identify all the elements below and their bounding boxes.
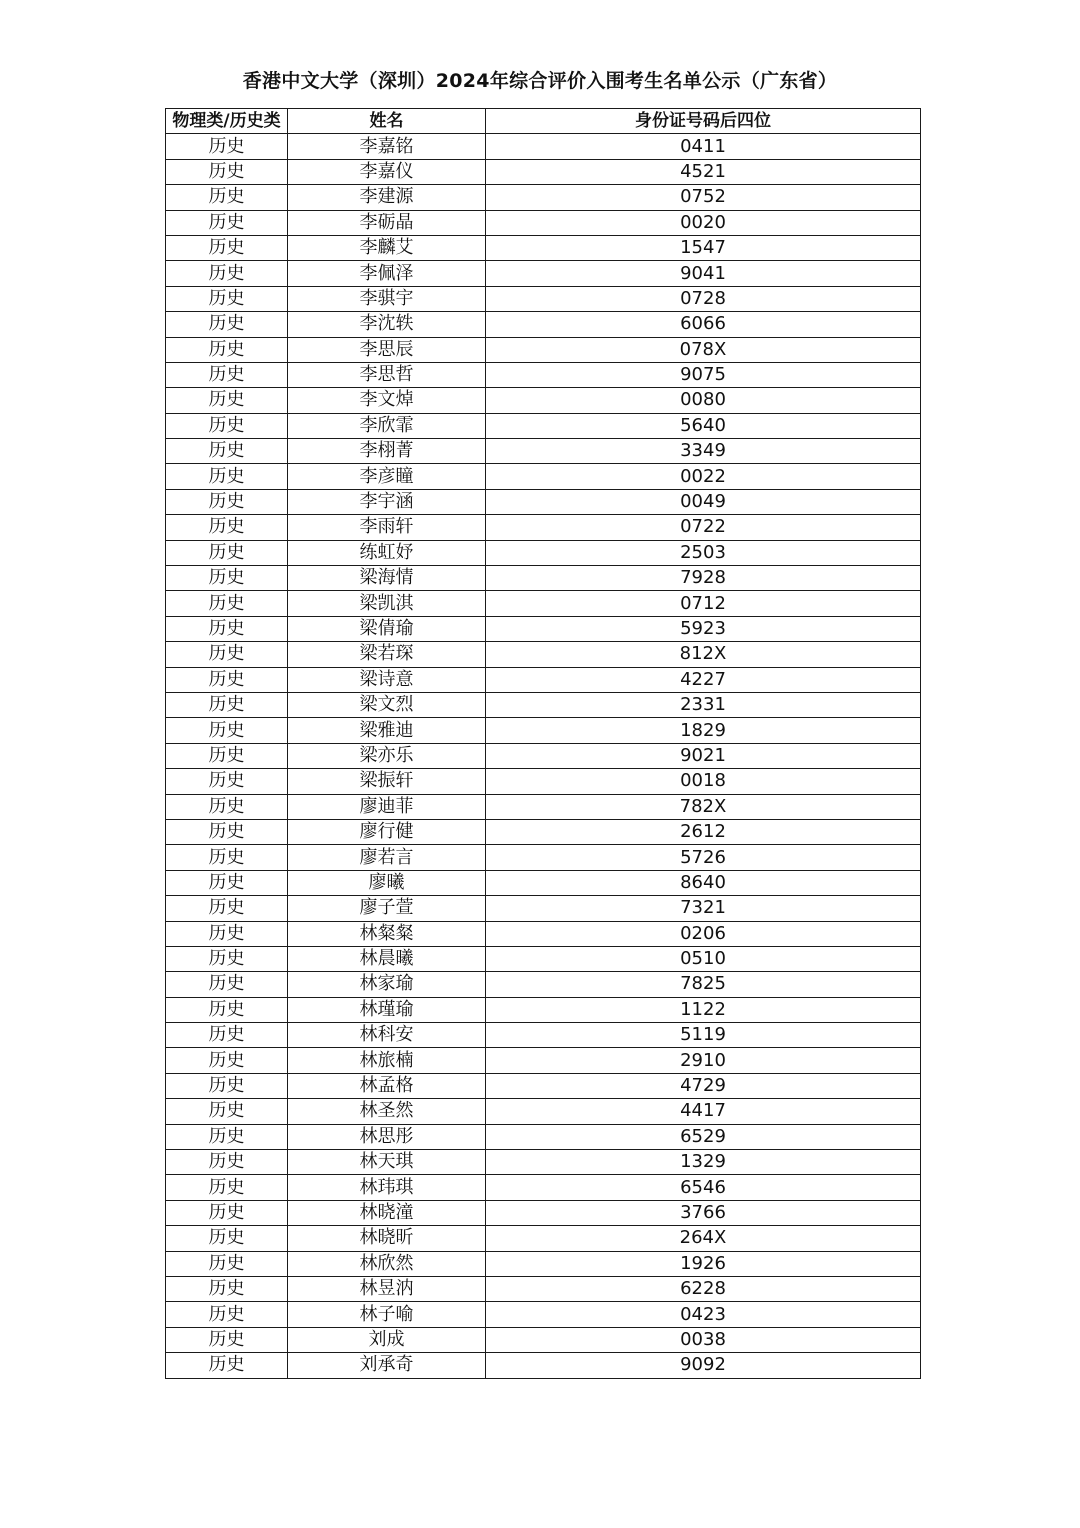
cell-name: 李沈轶 xyxy=(288,312,486,337)
cell-id-last4: 6529 xyxy=(486,1124,921,1149)
table-row xyxy=(166,337,921,362)
cell-category: 历史 xyxy=(166,997,288,1022)
cell-id-last4: 0411 xyxy=(486,134,921,159)
cell-name: 梁雅迪 xyxy=(288,718,486,743)
table-row xyxy=(166,1200,921,1225)
cell-id-last4: 0728 xyxy=(486,286,921,311)
cell-category: 历史 xyxy=(166,1073,288,1098)
cell-id-last4: 9021 xyxy=(486,743,921,768)
cell-id-last4: 5640 xyxy=(486,413,921,438)
table-row xyxy=(166,896,921,921)
cell-name: 李文焯 xyxy=(288,388,486,413)
cell-category: 历史 xyxy=(166,312,288,337)
table-row xyxy=(166,134,921,159)
table-row xyxy=(166,1327,921,1352)
cell-category: 历史 xyxy=(166,286,288,311)
cell-category: 历史 xyxy=(166,261,288,286)
cell-category: 历史 xyxy=(166,972,288,997)
table-row xyxy=(166,159,921,184)
cell-id-last4: 0206 xyxy=(486,921,921,946)
table-row xyxy=(166,489,921,514)
table-row xyxy=(166,692,921,717)
table-row xyxy=(166,286,921,311)
cell-category: 历史 xyxy=(166,616,288,641)
table-row xyxy=(166,362,921,387)
cell-id-last4: 0038 xyxy=(486,1327,921,1352)
table-row xyxy=(166,1175,921,1200)
cell-category: 历史 xyxy=(166,1099,288,1124)
cell-id-last4: 0423 xyxy=(486,1302,921,1327)
cell-name: 李欣霏 xyxy=(288,413,486,438)
cell-category: 历史 xyxy=(166,1023,288,1048)
cell-id-last4: 264X xyxy=(486,1226,921,1251)
cell-name: 李佩泽 xyxy=(288,261,486,286)
cell-id-last4: 812X xyxy=(486,642,921,667)
cell-id-last4: 9075 xyxy=(486,362,921,387)
cell-category: 历史 xyxy=(166,185,288,210)
cell-id-last4: 2503 xyxy=(486,540,921,565)
cell-id-last4: 4729 xyxy=(486,1073,921,1098)
table-row xyxy=(166,667,921,692)
cell-name: 林旅楠 xyxy=(288,1048,486,1073)
cell-category: 历史 xyxy=(166,845,288,870)
cell-name: 李宇涵 xyxy=(288,489,486,514)
cell-category: 历史 xyxy=(166,210,288,235)
cell-category: 历史 xyxy=(166,1124,288,1149)
cell-name: 李嘉铭 xyxy=(288,134,486,159)
cell-name: 林昱汭 xyxy=(288,1276,486,1301)
cell-id-last4: 3349 xyxy=(486,439,921,464)
table-row xyxy=(166,946,921,971)
table-row xyxy=(166,388,921,413)
cell-id-last4: 8640 xyxy=(486,870,921,895)
cell-name: 李栩菁 xyxy=(288,439,486,464)
header-name: 姓名 xyxy=(288,109,486,134)
cell-category: 历史 xyxy=(166,946,288,971)
table-row xyxy=(166,439,921,464)
cell-id-last4: 2331 xyxy=(486,692,921,717)
cell-name: 李彦瞳 xyxy=(288,464,486,489)
table-row xyxy=(166,235,921,260)
cell-name: 林思彤 xyxy=(288,1124,486,1149)
cell-category: 历史 xyxy=(166,1175,288,1200)
cell-id-last4: 0752 xyxy=(486,185,921,210)
cell-name: 林瑾瑜 xyxy=(288,997,486,1022)
cell-id-last4: 1547 xyxy=(486,235,921,260)
cell-category: 历史 xyxy=(166,692,288,717)
cell-name: 林圣然 xyxy=(288,1099,486,1124)
cell-id-last4: 6546 xyxy=(486,1175,921,1200)
table-row xyxy=(166,413,921,438)
cell-category: 历史 xyxy=(166,819,288,844)
cell-category: 历史 xyxy=(166,1251,288,1276)
cell-id-last4: 0080 xyxy=(486,388,921,413)
cell-category: 历史 xyxy=(166,1226,288,1251)
cell-id-last4: 9092 xyxy=(486,1353,921,1378)
cell-id-last4: 1329 xyxy=(486,1150,921,1175)
table-row xyxy=(166,870,921,895)
cell-id-last4: 5923 xyxy=(486,616,921,641)
cell-category: 历史 xyxy=(166,1276,288,1301)
cell-category: 历史 xyxy=(166,794,288,819)
cell-name: 廖迪菲 xyxy=(288,794,486,819)
cell-name: 廖子萱 xyxy=(288,896,486,921)
table-row xyxy=(166,1073,921,1098)
cell-name: 李建源 xyxy=(288,185,486,210)
cell-name: 李麟艾 xyxy=(288,235,486,260)
table-row xyxy=(166,819,921,844)
table-row xyxy=(166,1023,921,1048)
cell-category: 历史 xyxy=(166,439,288,464)
cell-category: 历史 xyxy=(166,718,288,743)
table-body xyxy=(166,134,921,1378)
table-row xyxy=(166,616,921,641)
table-row xyxy=(166,1353,921,1378)
cell-category: 历史 xyxy=(166,1302,288,1327)
cell-name: 林粲粲 xyxy=(288,921,486,946)
cell-id-last4: 4521 xyxy=(486,159,921,184)
header-id-last4: 身份证号码后四位 xyxy=(486,109,921,134)
cell-name: 李雨轩 xyxy=(288,515,486,540)
cell-category: 历史 xyxy=(166,870,288,895)
cell-id-last4: 078X xyxy=(486,337,921,362)
cell-id-last4: 782X xyxy=(486,794,921,819)
cell-name: 林孟格 xyxy=(288,1073,486,1098)
cell-id-last4: 4417 xyxy=(486,1099,921,1124)
cell-category: 历史 xyxy=(166,921,288,946)
cell-id-last4: 6228 xyxy=(486,1276,921,1301)
cell-category: 历史 xyxy=(166,743,288,768)
cell-name: 林玮琪 xyxy=(288,1175,486,1200)
table-row xyxy=(166,794,921,819)
cell-name: 林欣然 xyxy=(288,1251,486,1276)
cell-category: 历史 xyxy=(166,489,288,514)
table-row xyxy=(166,997,921,1022)
cell-category: 历史 xyxy=(166,134,288,159)
cell-id-last4: 4227 xyxy=(486,667,921,692)
table-row xyxy=(166,1099,921,1124)
cell-category: 历史 xyxy=(166,515,288,540)
cell-id-last4: 0712 xyxy=(486,591,921,616)
cell-category: 历史 xyxy=(166,362,288,387)
cell-name: 梁诗意 xyxy=(288,667,486,692)
cell-name: 李嘉仪 xyxy=(288,159,486,184)
table-row xyxy=(166,312,921,337)
cell-name: 梁海情 xyxy=(288,566,486,591)
cell-name: 刘承奇 xyxy=(288,1353,486,1378)
table-row xyxy=(166,566,921,591)
cell-id-last4: 2910 xyxy=(486,1048,921,1073)
cell-id-last4: 2612 xyxy=(486,819,921,844)
cell-name: 林科安 xyxy=(288,1023,486,1048)
cell-name: 梁若琛 xyxy=(288,642,486,667)
cell-category: 历史 xyxy=(166,1048,288,1073)
cell-category: 历史 xyxy=(166,667,288,692)
candidate-table xyxy=(165,108,921,1379)
table-row xyxy=(166,921,921,946)
table-row xyxy=(166,1251,921,1276)
table-row xyxy=(166,1276,921,1301)
cell-id-last4: 0510 xyxy=(486,946,921,971)
cell-id-last4: 1122 xyxy=(486,997,921,1022)
cell-id-last4: 0020 xyxy=(486,210,921,235)
cell-category: 历史 xyxy=(166,464,288,489)
cell-name: 梁亦乐 xyxy=(288,743,486,768)
cell-name: 梁倩瑜 xyxy=(288,616,486,641)
cell-name: 李思辰 xyxy=(288,337,486,362)
cell-id-last4: 5119 xyxy=(486,1023,921,1048)
table-row xyxy=(166,1048,921,1073)
cell-name: 梁振轩 xyxy=(288,769,486,794)
cell-id-last4: 0022 xyxy=(486,464,921,489)
cell-name: 李骐宇 xyxy=(288,286,486,311)
cell-category: 历史 xyxy=(166,540,288,565)
table-row xyxy=(166,464,921,489)
cell-category: 历史 xyxy=(166,1353,288,1378)
cell-category: 历史 xyxy=(166,566,288,591)
cell-category: 历史 xyxy=(166,896,288,921)
cell-name: 李思哲 xyxy=(288,362,486,387)
cell-name: 李砺晶 xyxy=(288,210,486,235)
cell-category: 历史 xyxy=(166,591,288,616)
table-row xyxy=(166,1124,921,1149)
cell-id-last4: 3766 xyxy=(486,1200,921,1225)
cell-name: 林天琪 xyxy=(288,1150,486,1175)
cell-id-last4: 7928 xyxy=(486,566,921,591)
table-row xyxy=(166,185,921,210)
table-row xyxy=(166,210,921,235)
cell-category: 历史 xyxy=(166,769,288,794)
cell-id-last4: 0722 xyxy=(486,515,921,540)
cell-category: 历史 xyxy=(166,159,288,184)
header-category: 物理类/历史类 xyxy=(166,109,288,134)
table-row xyxy=(166,515,921,540)
table-row xyxy=(166,769,921,794)
table-row xyxy=(166,743,921,768)
cell-category: 历史 xyxy=(166,1200,288,1225)
cell-id-last4: 6066 xyxy=(486,312,921,337)
cell-name: 廖若言 xyxy=(288,845,486,870)
cell-id-last4: 7321 xyxy=(486,896,921,921)
cell-name: 练虹妤 xyxy=(288,540,486,565)
cell-name: 林晓昕 xyxy=(288,1226,486,1251)
table-row xyxy=(166,1302,921,1327)
cell-category: 历史 xyxy=(166,388,288,413)
cell-name: 林子喻 xyxy=(288,1302,486,1327)
cell-id-last4: 9041 xyxy=(486,261,921,286)
cell-id-last4: 5726 xyxy=(486,845,921,870)
table-row xyxy=(166,1226,921,1251)
table-row xyxy=(166,845,921,870)
cell-name: 廖曦 xyxy=(288,870,486,895)
table-row xyxy=(166,642,921,667)
cell-name: 林晓潼 xyxy=(288,1200,486,1225)
cell-category: 历史 xyxy=(166,1150,288,1175)
cell-id-last4: 0049 xyxy=(486,489,921,514)
table-row xyxy=(166,972,921,997)
cell-name: 刘成 xyxy=(288,1327,486,1352)
cell-category: 历史 xyxy=(166,642,288,667)
cell-category: 历史 xyxy=(166,413,288,438)
cell-id-last4: 1829 xyxy=(486,718,921,743)
table-row xyxy=(166,591,921,616)
table-row xyxy=(166,718,921,743)
table-row xyxy=(166,261,921,286)
cell-name: 林家瑜 xyxy=(288,972,486,997)
cell-id-last4: 1926 xyxy=(486,1251,921,1276)
cell-id-last4: 7825 xyxy=(486,972,921,997)
table-row xyxy=(166,540,921,565)
table-header-row xyxy=(166,109,921,134)
cell-name: 梁凯淇 xyxy=(288,591,486,616)
cell-category: 历史 xyxy=(166,337,288,362)
table-row xyxy=(166,1150,921,1175)
cell-name: 廖行健 xyxy=(288,819,486,844)
cell-name: 梁文烈 xyxy=(288,692,486,717)
cell-id-last4: 0018 xyxy=(486,769,921,794)
cell-category: 历史 xyxy=(166,235,288,260)
document-title: 香港中文大学（深圳）2024年综合评价入围考生名单公示（广东省） xyxy=(242,70,838,92)
cell-category: 历史 xyxy=(166,1327,288,1352)
cell-name: 林晨曦 xyxy=(288,946,486,971)
